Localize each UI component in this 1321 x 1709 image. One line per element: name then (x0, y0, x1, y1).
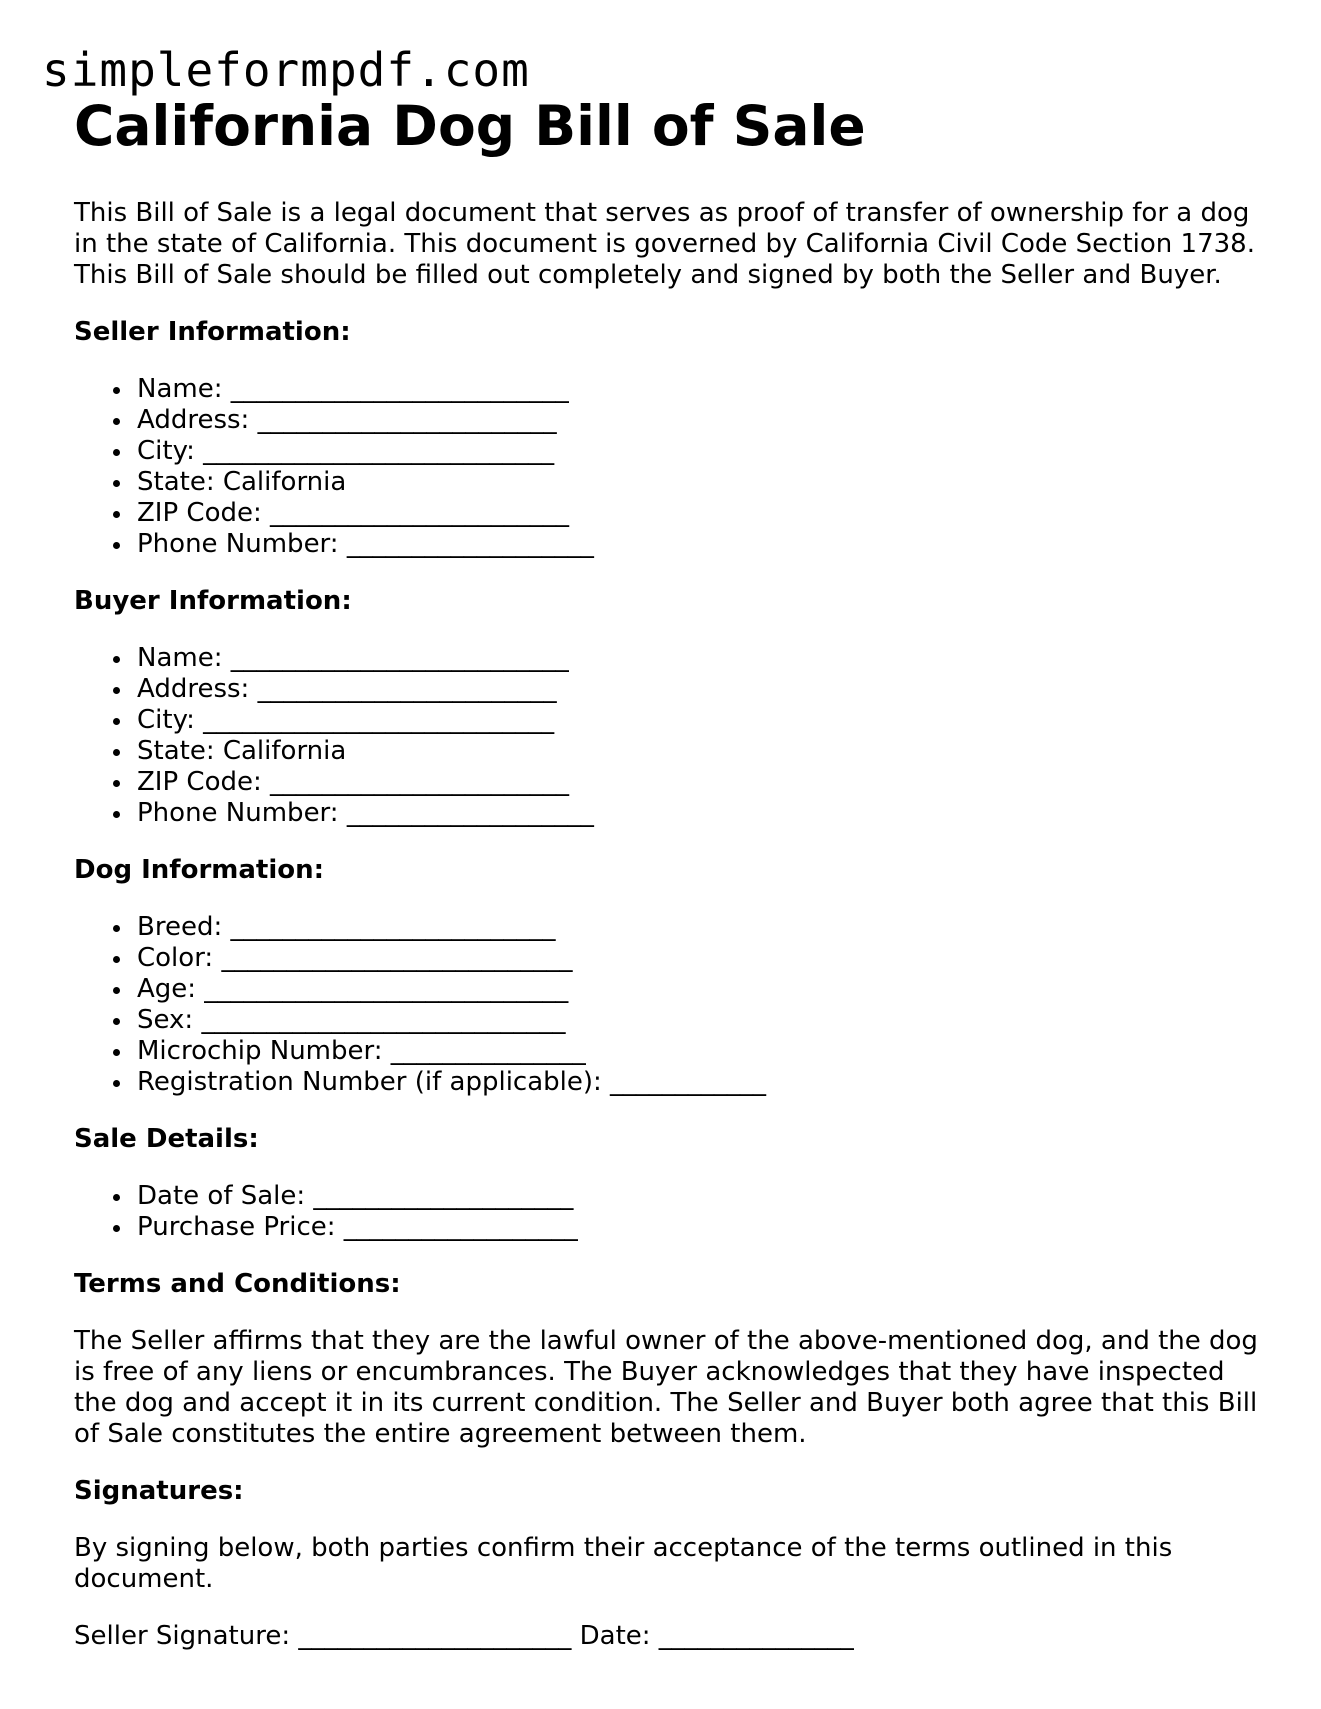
dog-information-heading: Dog Information: (74, 855, 325, 885)
dog-breed-field: Breed: _________________________ (137, 912, 1264, 943)
sale-details-heading: Sale Details: (74, 1124, 259, 1154)
terms-heading: Terms and Conditions: (74, 1269, 401, 1299)
site-watermark: simpleformpdf.com (42, 43, 530, 97)
seller-city-field: City: ___________________________ (137, 436, 1264, 467)
dog-microchip-field: Microchip Number: _______________ (137, 1036, 1264, 1067)
signatures-paragraph: By signing below, both parties confirm their acceptance of the terms outlined in this document. (74, 1533, 1173, 1594)
dog-age-field: Age: ____________________________ (137, 974, 1264, 1005)
buyer-state-field: State: California (137, 736, 1264, 767)
sale-date-field: Date of Sale: ____________________ (137, 1181, 1264, 1212)
dog-information-list (74, 912, 1264, 1098)
document-body (74, 92, 1264, 1652)
dog-sex-field: Sex: ____________________________ (137, 1005, 1264, 1036)
buyer-information-heading: Buyer Information: (74, 586, 352, 616)
sale-details-list (74, 1181, 1264, 1243)
seller-signature-line: Seller Signature: _____________________ Date: _______________ (74, 1621, 854, 1651)
seller-state-field: State: California (137, 467, 1264, 498)
seller-information-heading: Seller Information: (74, 317, 351, 347)
dog-color-field: Color: ___________________________ (137, 943, 1264, 974)
buyer-address-field: Address: _______________________ (137, 674, 1264, 705)
seller-phone-field: Phone Number: ___________________ (137, 529, 1264, 560)
buyer-city-field: City: ___________________________ (137, 705, 1264, 736)
dog-registration-field: Registration Number (if applicable): ____________ (137, 1067, 1264, 1098)
seller-information-list (74, 374, 1264, 560)
intro-paragraph: This Bill of Sale is a legal document that serves as proof of transfer of ownership for a dog in the state of California. This document is governed by California Civil Code Section 1738. This Bill of Sale should be filled out completely and signed by both the Seller and Buyer. (74, 198, 1255, 290)
seller-address-field: Address: _______________________ (137, 405, 1264, 436)
document-title: California Dog Bill of Sale (74, 94, 866, 158)
purchase-price-field: Purchase Price: __________________ (137, 1212, 1264, 1243)
buyer-name-field: Name: __________________________ (137, 643, 1264, 674)
buyer-zip-field: ZIP Code: _______________________ (137, 767, 1264, 798)
terms-paragraph: The Seller affirms that they are the lawful owner of the above-mentioned dog, and the dog is free of any liens or encumbrances. The Buyer acknowledges that they have inspected the dog and accept it in its current condition. The Seller and Buyer both agree that this Bill of Sale constitutes the entire agreement between them. (74, 1326, 1258, 1449)
signatures-heading: Signatures: (74, 1476, 244, 1506)
seller-zip-field: ZIP Code: _______________________ (137, 498, 1264, 529)
buyer-information-list (74, 643, 1264, 829)
seller-name-field: Name: __________________________ (137, 374, 1264, 405)
buyer-phone-field: Phone Number: ___________________ (137, 798, 1264, 829)
